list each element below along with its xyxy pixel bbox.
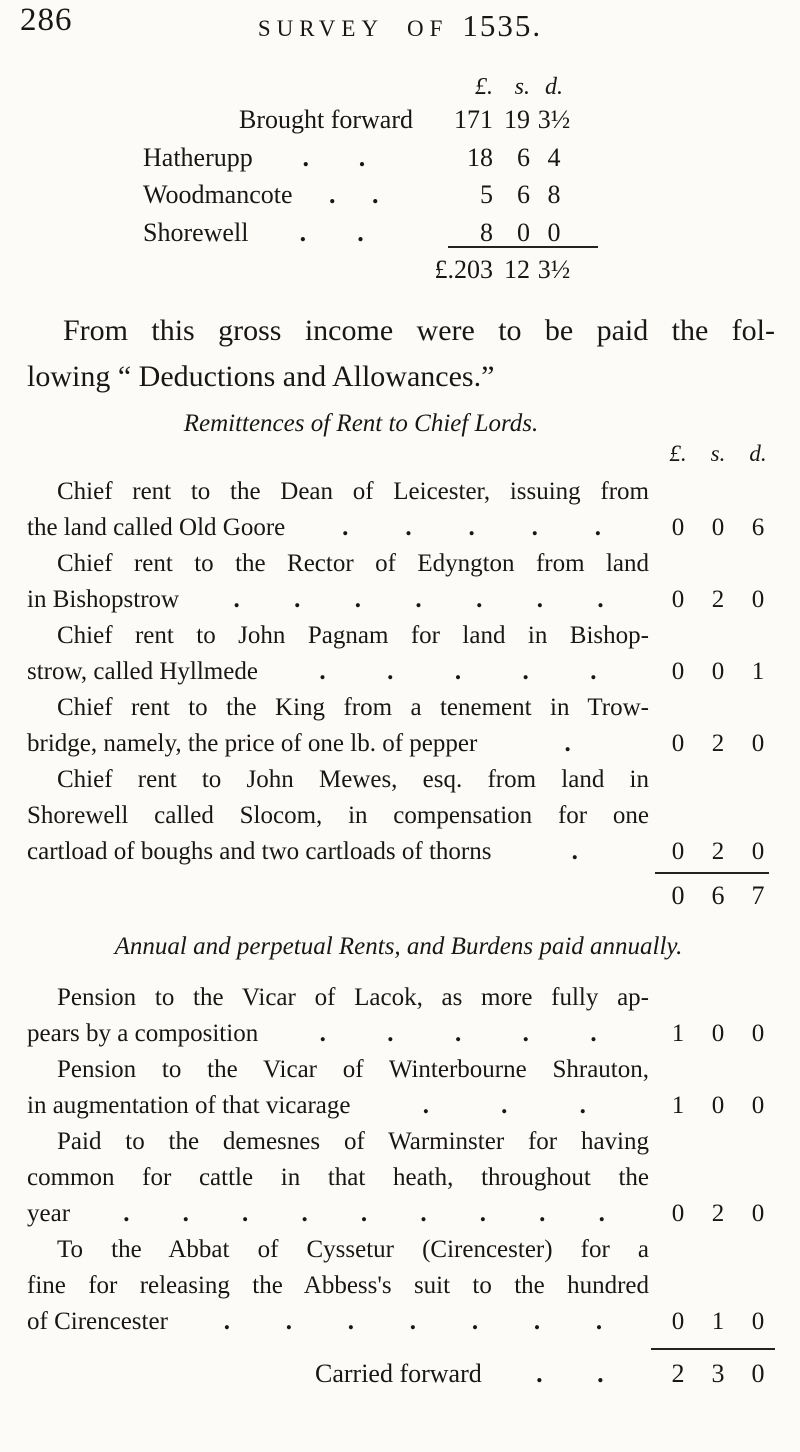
carried-forward-rule <box>651 1348 775 1350</box>
entry-line <box>27 802 778 838</box>
leader-dot: . <box>522 1020 529 1047</box>
entry-line <box>27 1200 778 1236</box>
amount-cell: 0 <box>751 586 765 613</box>
amount-cell: 1 <box>671 1092 685 1119</box>
entry-line <box>27 1056 778 1092</box>
summary-rows <box>143 105 578 255</box>
amount-cell: 2 <box>711 838 725 865</box>
amount-cell: 2 <box>711 1200 725 1227</box>
leader-dot: . <box>590 1020 597 1047</box>
page-title-text: SURVEY OF <box>257 16 449 41</box>
amount-cell: 6 <box>517 180 530 209</box>
place-name: Woodmancote <box>143 180 293 209</box>
annual-entries <box>27 984 778 1344</box>
annual-rents-heading: Annual and perpetual Rents, and Burdens paid annually. <box>114 933 683 960</box>
summary-total-row <box>143 255 578 285</box>
entry-text: Pension to the Vicar of Lacok, as more fully ap- <box>57 984 649 1011</box>
dot-leader <box>179 586 658 614</box>
total-shillings: 12 <box>504 255 530 284</box>
entry-text: Shorewell called Slocom, in compensation for one <box>27 802 649 829</box>
amount-cell: 19 <box>504 105 530 134</box>
page-number: 286 <box>20 2 73 38</box>
subtotal-rule <box>655 872 769 874</box>
place-name: Hatherupp <box>143 142 253 172</box>
summary-table <box>143 74 578 284</box>
row-label <box>143 143 415 173</box>
leader-dot: . <box>420 1200 427 1227</box>
entry-line <box>27 984 778 1020</box>
entry-line <box>27 838 778 874</box>
pence-column-header: d. <box>545 74 563 100</box>
dot-leader <box>258 1020 658 1048</box>
dot-leader <box>477 730 658 758</box>
leader-dot: . <box>354 586 362 613</box>
leader-dot: . <box>357 217 364 247</box>
amount-cell: 8 <box>547 180 561 209</box>
entry-text: Chief rent to the Dean of Leicester, issuing from <box>57 478 649 505</box>
leader-dot: . <box>597 1359 604 1388</box>
leader-dot: . <box>579 1092 586 1119</box>
entry-line <box>27 1272 778 1308</box>
entry-text: bridge, namely, the price of one lb. of pepper <box>27 730 478 757</box>
amount-cell: 8 <box>480 217 493 247</box>
amount-cell: 3½ <box>537 105 571 134</box>
leader-dot: . <box>476 586 483 613</box>
leader-dot: . <box>471 1308 479 1335</box>
entry-text: of Cirencester <box>27 1308 168 1335</box>
leader-dot: . <box>422 1092 429 1119</box>
amount-cell: 0 <box>751 838 765 865</box>
amount-cell: 0 <box>517 217 530 247</box>
entry-text: in augmentation of that vicarage <box>27 1092 351 1119</box>
amount-cell: 0 <box>711 658 725 685</box>
amount-cell: 0 <box>671 730 685 757</box>
page-title-year: 1535. <box>462 8 543 43</box>
leader-dot: . <box>536 1359 543 1388</box>
subtotal-pence: 7 <box>751 881 765 910</box>
amount-cell: 0 <box>711 1092 725 1119</box>
amount-cell: 0 <box>751 1200 765 1227</box>
leader-dot: . <box>594 514 602 541</box>
dot-leader <box>248 218 415 248</box>
amount-cell: 0 <box>671 658 685 685</box>
intro-paragraph <box>27 308 775 400</box>
subtotal-pounds: 0 <box>671 881 685 910</box>
paragraph-line: lowing “ Deductions and Allowances.” <box>27 360 495 393</box>
amount-cell: 0 <box>671 586 685 613</box>
leader-dot: . <box>372 180 379 209</box>
leader-dot: . <box>302 142 309 172</box>
summary-row <box>143 218 578 256</box>
paragraph-line: From this gross income were to be paid the fol- <box>63 314 775 347</box>
entry-text: common for cattle in that heath, throughout the <box>27 1164 649 1191</box>
leader-dot: . <box>301 1200 308 1227</box>
leader-dot: . <box>182 1200 189 1227</box>
place-name: Brought forward <box>238 105 413 134</box>
shillings-column-header: s. <box>710 441 726 466</box>
entry-line <box>27 586 778 622</box>
amount-cell: 1 <box>711 1308 725 1335</box>
pounds-column-header: £. <box>669 441 687 466</box>
entry-text: pears by a composition <box>27 1020 259 1047</box>
entry-line <box>27 766 778 802</box>
amount-cell: 0 <box>547 217 561 247</box>
summary-total-rule <box>448 246 598 248</box>
leader-dot: . <box>223 1308 230 1335</box>
leader-dot: . <box>233 586 240 613</box>
amount-cell: 0 <box>751 1020 765 1047</box>
leader-dot: . <box>358 142 366 172</box>
leader-dot: . <box>454 658 462 685</box>
leader-dot: . <box>405 514 412 541</box>
amount-cell: 0 <box>671 514 685 541</box>
entry-text: the land called Old Goore <box>27 514 286 541</box>
leader-dot: . <box>454 1020 462 1047</box>
entry-text: Chief rent to John Mewes, esq. from land in <box>57 766 649 793</box>
entry-line <box>27 694 778 730</box>
entry-text: Paid to the demesnes of Warminster for having <box>57 1128 649 1155</box>
entry-text: fine for releasing the Abbess's suit to the hundred <box>27 1272 649 1299</box>
total-pence: 3½ <box>537 255 571 284</box>
entry-text: Chief rent to the King from a tenement in Trow- <box>57 694 649 721</box>
entry-text: in Bishopstrow <box>27 586 180 613</box>
entry-line <box>27 550 778 586</box>
subtotal-row <box>658 881 778 911</box>
leader-dot: . <box>342 514 349 541</box>
page-title <box>0 8 800 44</box>
total-pounds: £.203 <box>434 255 493 284</box>
summary-row <box>143 180 578 218</box>
dot-leader <box>258 658 658 686</box>
entry-text: Chief rent to John Pagnam for land in Bishop- <box>57 622 649 649</box>
amount-cell: 2 <box>711 586 725 613</box>
leader-dot: . <box>387 1020 394 1047</box>
leader-dot: . <box>536 586 543 613</box>
leader-dot: . <box>468 514 475 541</box>
dot-leader <box>285 514 658 542</box>
amount-cell: 6 <box>517 142 530 172</box>
dot-leader <box>253 143 415 173</box>
leader-dot: . <box>533 1308 541 1335</box>
leader-dot: . <box>539 1200 546 1227</box>
amount-cell: 18 <box>467 142 493 172</box>
carried-forward-label: Carried forward <box>315 1359 482 1388</box>
row-label <box>143 180 415 210</box>
remittances-heading: Remittences of Rent to Chief Lords. <box>183 410 539 437</box>
entry-text: year <box>27 1200 71 1227</box>
leader-dot: . <box>597 586 604 613</box>
amount-cell: 0 <box>751 730 765 757</box>
shillings-column-header: s. <box>514 74 530 100</box>
place-name: Shorewell <box>143 217 249 247</box>
leader-dot: . <box>294 586 301 613</box>
amount-cell: 0 <box>711 1020 725 1047</box>
remittances-entries <box>27 478 778 874</box>
leader-dot: . <box>590 658 597 685</box>
amount-cell: 171 <box>454 105 493 134</box>
leader-dot: . <box>595 1308 603 1335</box>
entry-line <box>27 1164 778 1200</box>
entry-line <box>27 730 778 766</box>
entry-line <box>27 658 778 694</box>
amount-cell: 6 <box>751 514 765 541</box>
entry-line <box>27 1308 778 1344</box>
entry-line <box>27 478 778 514</box>
summary-column-headers <box>143 74 578 105</box>
summary-row <box>143 105 578 143</box>
leader-dot: . <box>387 658 394 685</box>
dot-leader <box>70 1200 658 1228</box>
pounds-column-header: £. <box>475 74 493 100</box>
carried-pounds: 2 <box>671 1359 685 1388</box>
leader-dot: . <box>501 1092 508 1119</box>
leader-dot: . <box>347 1308 354 1335</box>
leader-dot: . <box>299 217 307 247</box>
leader-dot: . <box>319 1020 326 1047</box>
entry-line <box>27 1128 778 1164</box>
leader-dot: . <box>329 180 336 209</box>
entry-text: To the Abbat of Cyssetur (Cirencester) for a <box>57 1236 649 1263</box>
leader-dot: . <box>123 1200 130 1227</box>
amount-cell: 0 <box>751 1308 765 1335</box>
entry-line <box>27 1020 778 1056</box>
entry-text: cartload of boughs and two cartloads of thorns <box>27 838 492 865</box>
entry-line <box>27 514 778 550</box>
dot-leader <box>293 180 415 210</box>
entry-line <box>27 622 778 658</box>
dot-leader <box>351 1092 659 1120</box>
dot-leader <box>491 838 658 866</box>
leader-dot: . <box>319 658 326 685</box>
entry-text: Pension to the Vicar of Winterbourne Shrauton, <box>57 1056 649 1083</box>
amount-cell: 0 <box>751 1092 765 1119</box>
amount-cell: 1 <box>671 1020 685 1047</box>
carried-shillings: 3 <box>711 1359 725 1388</box>
carried-pence: 0 <box>751 1359 765 1388</box>
row-label <box>143 105 415 135</box>
carried-forward-row <box>27 1359 778 1389</box>
entry-text: Chief rent to the Rector of Edyngton from land <box>57 550 649 577</box>
leader-dot: . <box>360 1200 368 1227</box>
leader-dot: . <box>479 1200 486 1227</box>
entry-line <box>27 1092 778 1128</box>
leader-dot: . <box>409 1308 417 1335</box>
amount-cell: 5 <box>480 180 493 209</box>
leader-dot: . <box>598 1200 605 1227</box>
leader-dot: . <box>571 838 578 865</box>
leader-dot: . <box>531 514 538 541</box>
amount-cell: 0 <box>671 1308 685 1335</box>
amount-cell: 1 <box>751 658 765 685</box>
deductions-column-headers <box>658 441 778 467</box>
amount-cell: 2 <box>711 730 725 757</box>
leader-dot: . <box>415 586 422 613</box>
subtotal-shillings: 6 <box>711 881 725 910</box>
dot-leader <box>482 1359 658 1389</box>
leader-dot: . <box>242 1200 249 1227</box>
row-label <box>143 218 415 248</box>
dot-leader <box>168 1308 658 1336</box>
pence-column-header: d. <box>749 441 767 466</box>
leader-dot: . <box>285 1308 292 1335</box>
leader-dot: . <box>564 730 571 757</box>
amount-cell: 4 <box>547 142 561 172</box>
amount-cell: 0 <box>671 1200 685 1227</box>
amount-cell: 0 <box>711 514 725 541</box>
entry-text: strow, called Hyllmede <box>27 658 258 685</box>
entry-line <box>27 1236 778 1272</box>
leader-dot: . <box>522 658 529 685</box>
amount-cell: 0 <box>671 838 685 865</box>
summary-row <box>143 143 578 181</box>
